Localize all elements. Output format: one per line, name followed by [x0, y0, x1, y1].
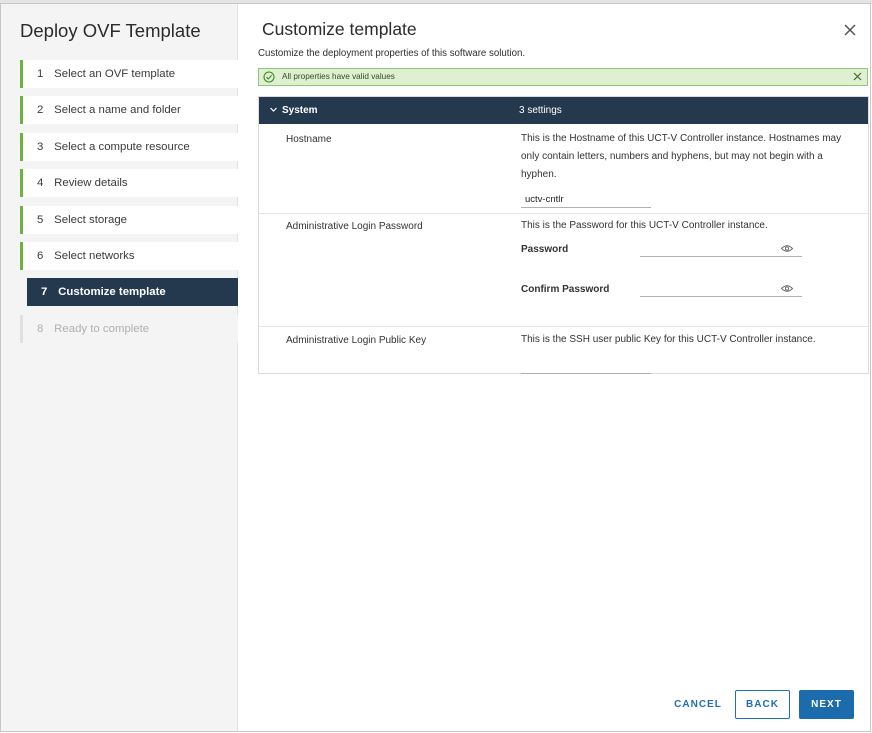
step-number: 8	[37, 322, 44, 335]
property-label: Hostname	[286, 134, 332, 145]
step-label: Ready to complete	[54, 322, 150, 335]
step-select-ovf-template[interactable]	[20, 60, 238, 88]
step-number: 2	[37, 104, 44, 117]
password-input[interactable]	[640, 240, 802, 257]
chevron-down-icon[interactable]	[269, 105, 278, 114]
property-label: Administrative Login Public Key	[286, 335, 427, 346]
category-count: 3 settings	[519, 105, 562, 116]
alert-close-icon[interactable]	[852, 71, 863, 82]
step-label: Review details	[54, 177, 128, 190]
public-key-input[interactable]	[521, 358, 651, 374]
confirm-password-label: Confirm Password	[521, 284, 610, 295]
step-number: 3	[37, 140, 44, 153]
properties-grid	[258, 96, 869, 374]
property-description: This is the SSH user public Key for this UCT-V Controller instance.	[521, 334, 816, 345]
cancel-button[interactable]: CANCEL	[668, 690, 728, 719]
step-label: Select a compute resource	[54, 140, 190, 153]
property-description: This is the Password for this UCT-V Controller instance.	[521, 220, 768, 231]
step-number: 4	[37, 177, 44, 190]
back-button[interactable]: BACK	[735, 690, 790, 719]
page-subtitle: Customize the deployment properties of this software solution.	[258, 48, 526, 59]
eye-icon[interactable]	[781, 284, 793, 293]
property-row-password	[259, 213, 868, 327]
step-customize-template[interactable]	[24, 278, 238, 306]
step-select-networks[interactable]	[20, 242, 238, 270]
wizard-title: Deploy OVF Template	[20, 20, 201, 41]
step-select-storage[interactable]	[20, 206, 238, 234]
property-label: Administrative Login Password	[286, 221, 423, 232]
step-select-compute-resource[interactable]	[20, 133, 238, 161]
alert-message: All properties have valid values	[282, 72, 395, 81]
wizard-nav	[1, 4, 238, 731]
page-title: Customize template	[262, 19, 417, 39]
step-number: 1	[37, 68, 44, 80]
password-label: Password	[521, 244, 569, 255]
step-number: 5	[37, 213, 44, 226]
step-label: Select storage	[54, 213, 127, 226]
step-ready-to-complete	[20, 315, 238, 343]
hostname-input[interactable]	[521, 192, 651, 208]
property-row-public-key	[259, 326, 868, 374]
step-number: 6	[37, 249, 44, 262]
close-icon[interactable]	[842, 22, 858, 38]
category-name[interactable]: System	[282, 105, 318, 116]
step-label: Select networks	[54, 249, 135, 262]
wizard-content	[238, 4, 870, 731]
property-description: This is the Hostname of this UCT-V Controller instance. Hostnames may only contain letters, numbers and hyphens, but may not begin with a hyphen.	[521, 133, 842, 180]
property-row-hostname	[259, 124, 868, 214]
next-button[interactable]: NEXT	[799, 690, 854, 719]
deploy-ovf-dialog	[0, 3, 871, 732]
step-select-name-folder[interactable]	[20, 96, 238, 124]
step-label: Select an OVF template	[54, 68, 176, 80]
category-header-system[interactable]	[259, 97, 868, 124]
step-label: Select a name and folder	[54, 104, 181, 117]
step-label: Customize template	[58, 286, 166, 299]
check-circle-icon	[263, 71, 275, 83]
wizard-steps	[20, 60, 238, 351]
step-review-details[interactable]	[20, 169, 238, 197]
step-number: 7	[41, 286, 48, 299]
validation-alert	[258, 68, 868, 86]
eye-icon[interactable]	[781, 244, 793, 253]
confirm-password-input[interactable]	[640, 280, 802, 297]
